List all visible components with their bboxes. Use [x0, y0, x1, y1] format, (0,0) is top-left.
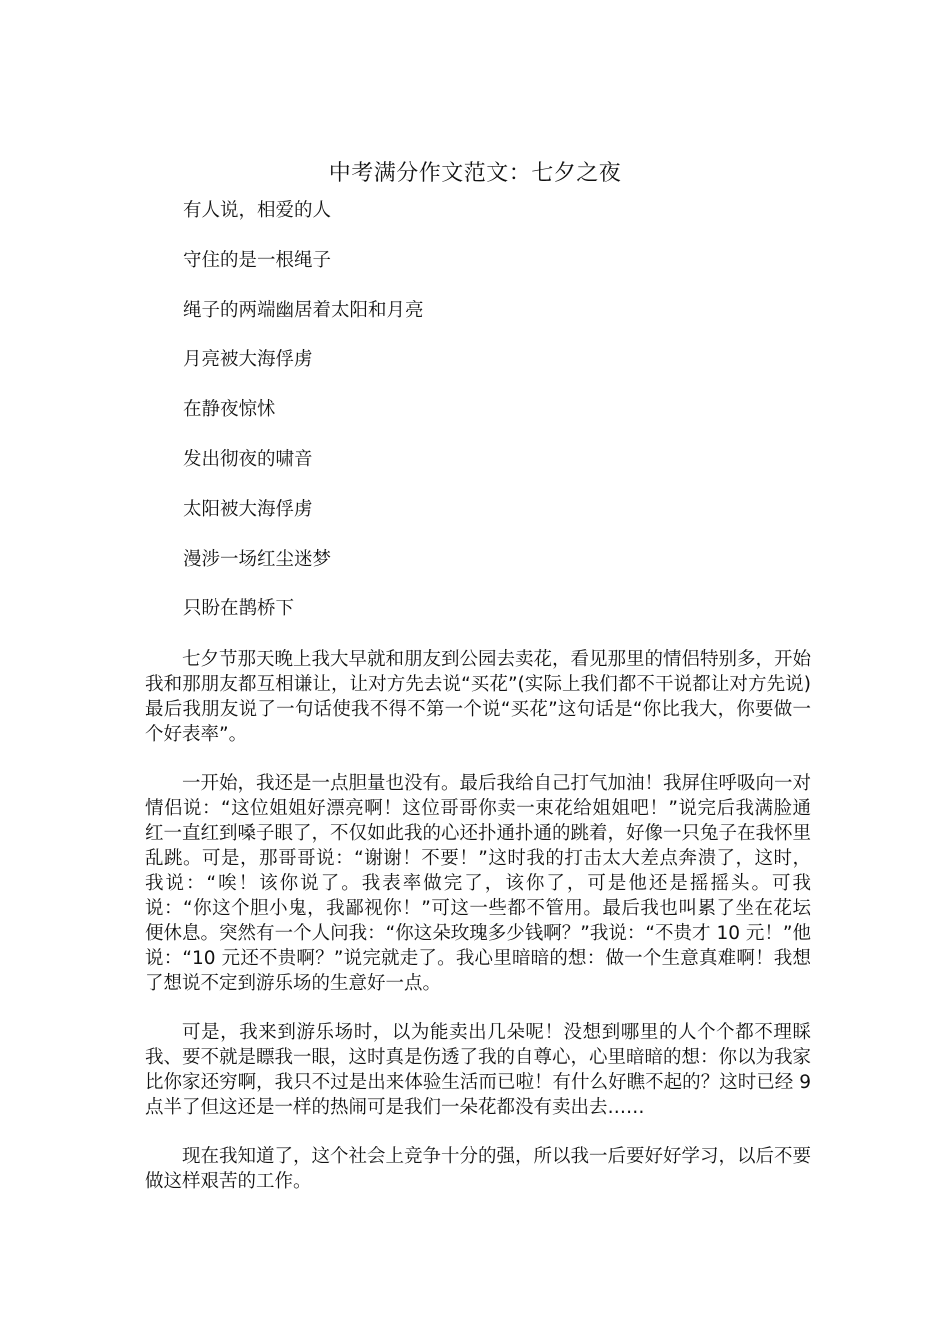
document-title: 中考满分作文范文：七夕之夜 [328, 161, 622, 186]
poem-line: 发出彻夜的啸音 [183, 448, 313, 470]
paragraph: 可是，我来到游乐场时，以为能卖出几朵呢！没想到哪里的人个个都不理睬我、要不就是瞟我一眼，这时真是伤透了我的自尊心，心里暗暗的想：你以为我家比你家还穷啊，我只不过是出来体验生活而已啦！有什么好瞧不起的？这时已经 9 点半了但这还是一样的热闹可是我们一朵花都没有卖出去…… [145, 1022, 812, 1118]
poem-line: 守住的是一根绳子 [183, 249, 332, 271]
poem-line: 月亮被大海俘虏 [183, 349, 313, 371]
paragraph: 一开始，我还是一点胆量也没有。最后我给自己打气加油！我屏住呼吸向一对情侣说：“这位姐姐好漂亮啊！这位哥哥你卖一束花给姐姐吧！”说完后我满脸通红一直红到嗓子眼了，不仅如此我的心还扑通扑通的跳着，好像一只兔子在我怀里乱跳。可是，那哥哥说：“谢谢！不要！”这时我的打击太大差点奔溃了，这时，我说：“唉！该你说了。我表率做完了，该你了，可是他还是摇摇头。可我说：“你这个胆小鬼，我鄙视你！”可这一些都不管用。最后我也叫累了坐在花坛便休息。突然有一个人问我：“你这朵玫瑰多少钱啊？”我说：“不贵才 10 元！”他说：“10 元还不贵啊？”说完就走了。我心里暗暗的想：做一个生意真难啊！我想了想说不定到游乐场的生意好一点。 [145, 773, 812, 994]
paragraph: 七夕节那天晚上我大早就和朋友到公园去卖花，看见那里的情侣特别多，开始我和那朋友都互相谦让，让对方先去说“买花”(实际上我们都不干说都让对方先说)最后我朋友说了一句话使我不得不第一个说“买花”这句话是“你比我大，你要做一个好表率”。 [145, 649, 812, 745]
poem-line: 漫涉一场红尘迷梦 [183, 548, 332, 570]
poem-line: 在静夜惊怵 [183, 399, 276, 421]
poem-line: 有人说，相爱的人 [183, 200, 332, 221]
poem [183, 197, 424, 645]
poem-line: 绳子的两端幽居着太阳和月亮 [183, 299, 424, 321]
poem-line: 太阳被大海俘虏 [183, 498, 313, 520]
poem-line: 只盼在鹊桥下 [183, 598, 295, 620]
essay-body [145, 647, 811, 1218]
paragraph: 现在我知道了，这个社会上竞争十分的强，所以我一后要好好学习，以后不要做这样艰苦的工作。 [145, 1146, 812, 1192]
